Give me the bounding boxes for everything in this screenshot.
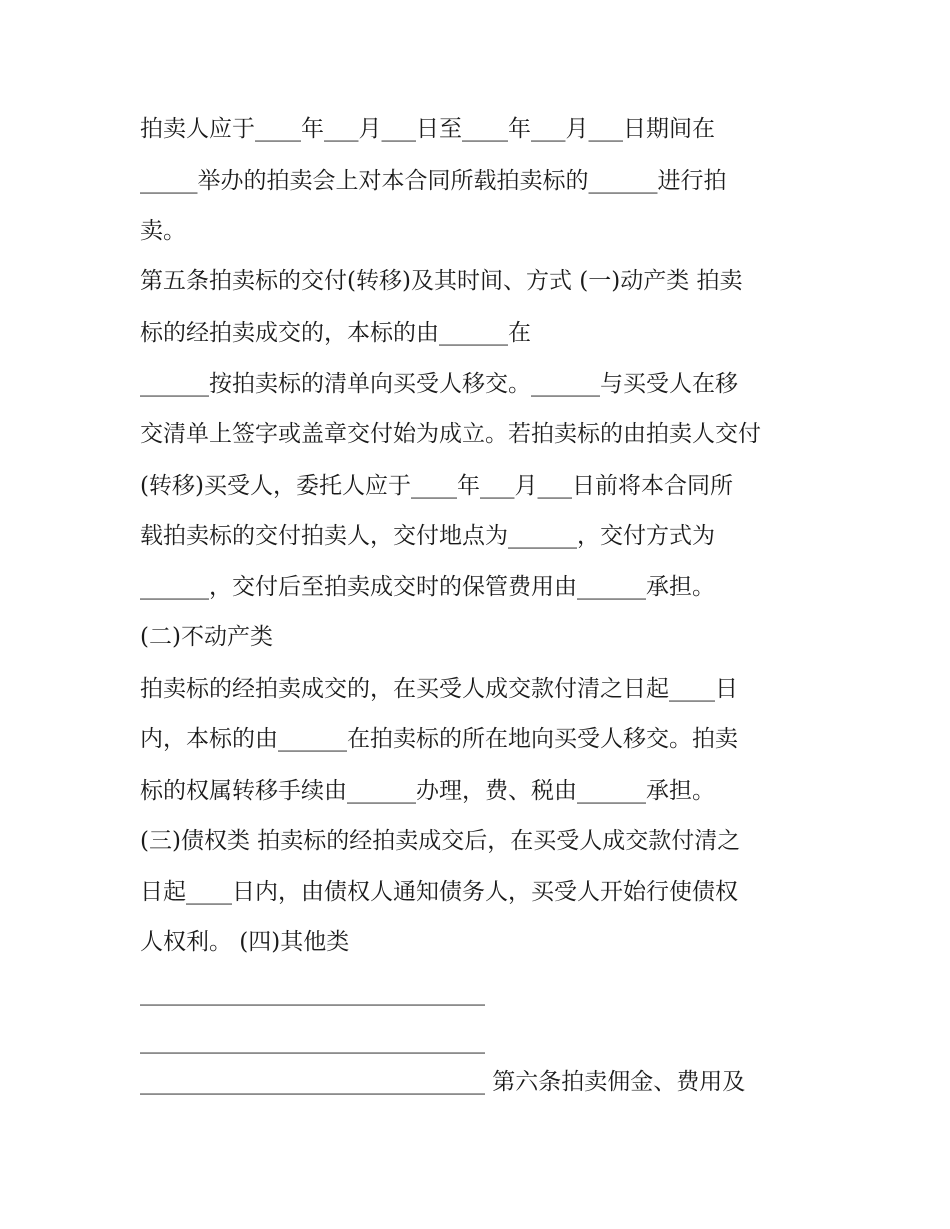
text-line: 载拍卖标的交付拍卖人，交付地点为______，交付方式为	[140, 523, 715, 549]
text-line: 第五条拍卖标的交付(转移)及其时间、方式 (一)动产类 拍卖	[140, 268, 743, 294]
text-line: ______按拍卖标的清单向买受人移交。______与买受人在移	[140, 371, 738, 397]
text-line: ______，交付后至拍卖成交时的保管费用由______承担。	[140, 574, 715, 600]
text-line: (转移)买受人，委托人应于____年___月___日前将本合同所	[140, 473, 733, 499]
text-line: 日起____日内，由债权人通知债务人，买受人开始行使债权	[140, 879, 738, 905]
text-line: 内，本标的由______在拍卖标的所在地向买受人移交。拍卖	[140, 726, 738, 752]
text-line: 人权利。 (四)其他类	[140, 929, 350, 955]
text-line: 卖。	[140, 218, 186, 244]
text-line: ______________________________ 第六条拍卖佣金、费用及	[140, 1069, 746, 1095]
text-line: _____举办的拍卖会上对本合同所载拍卖标的______进行拍	[140, 168, 727, 194]
text-line: 标的经拍卖成交的，本标的由______在	[140, 320, 531, 346]
text-line: (二)不动产类	[140, 624, 273, 650]
text-line: (三)债权类 拍卖标的经拍卖成交后，在买受人成交款付清之	[140, 828, 741, 854]
text-line: 标的权属转移手续由______办理，费、税由______承担。	[140, 778, 715, 804]
text-line: 拍卖标的经拍卖成交的，在买受人成交款付清之日起____日	[140, 676, 738, 702]
text-line: ______________________________	[140, 980, 485, 1006]
text-line: ______________________________	[140, 1028, 485, 1054]
text-line: 交清单上签字或盖章交付始为成立。若拍卖标的由拍卖人交付	[140, 421, 761, 447]
text-line: 拍卖人应于____年___月___日至____年___月___日期间在	[140, 116, 715, 142]
